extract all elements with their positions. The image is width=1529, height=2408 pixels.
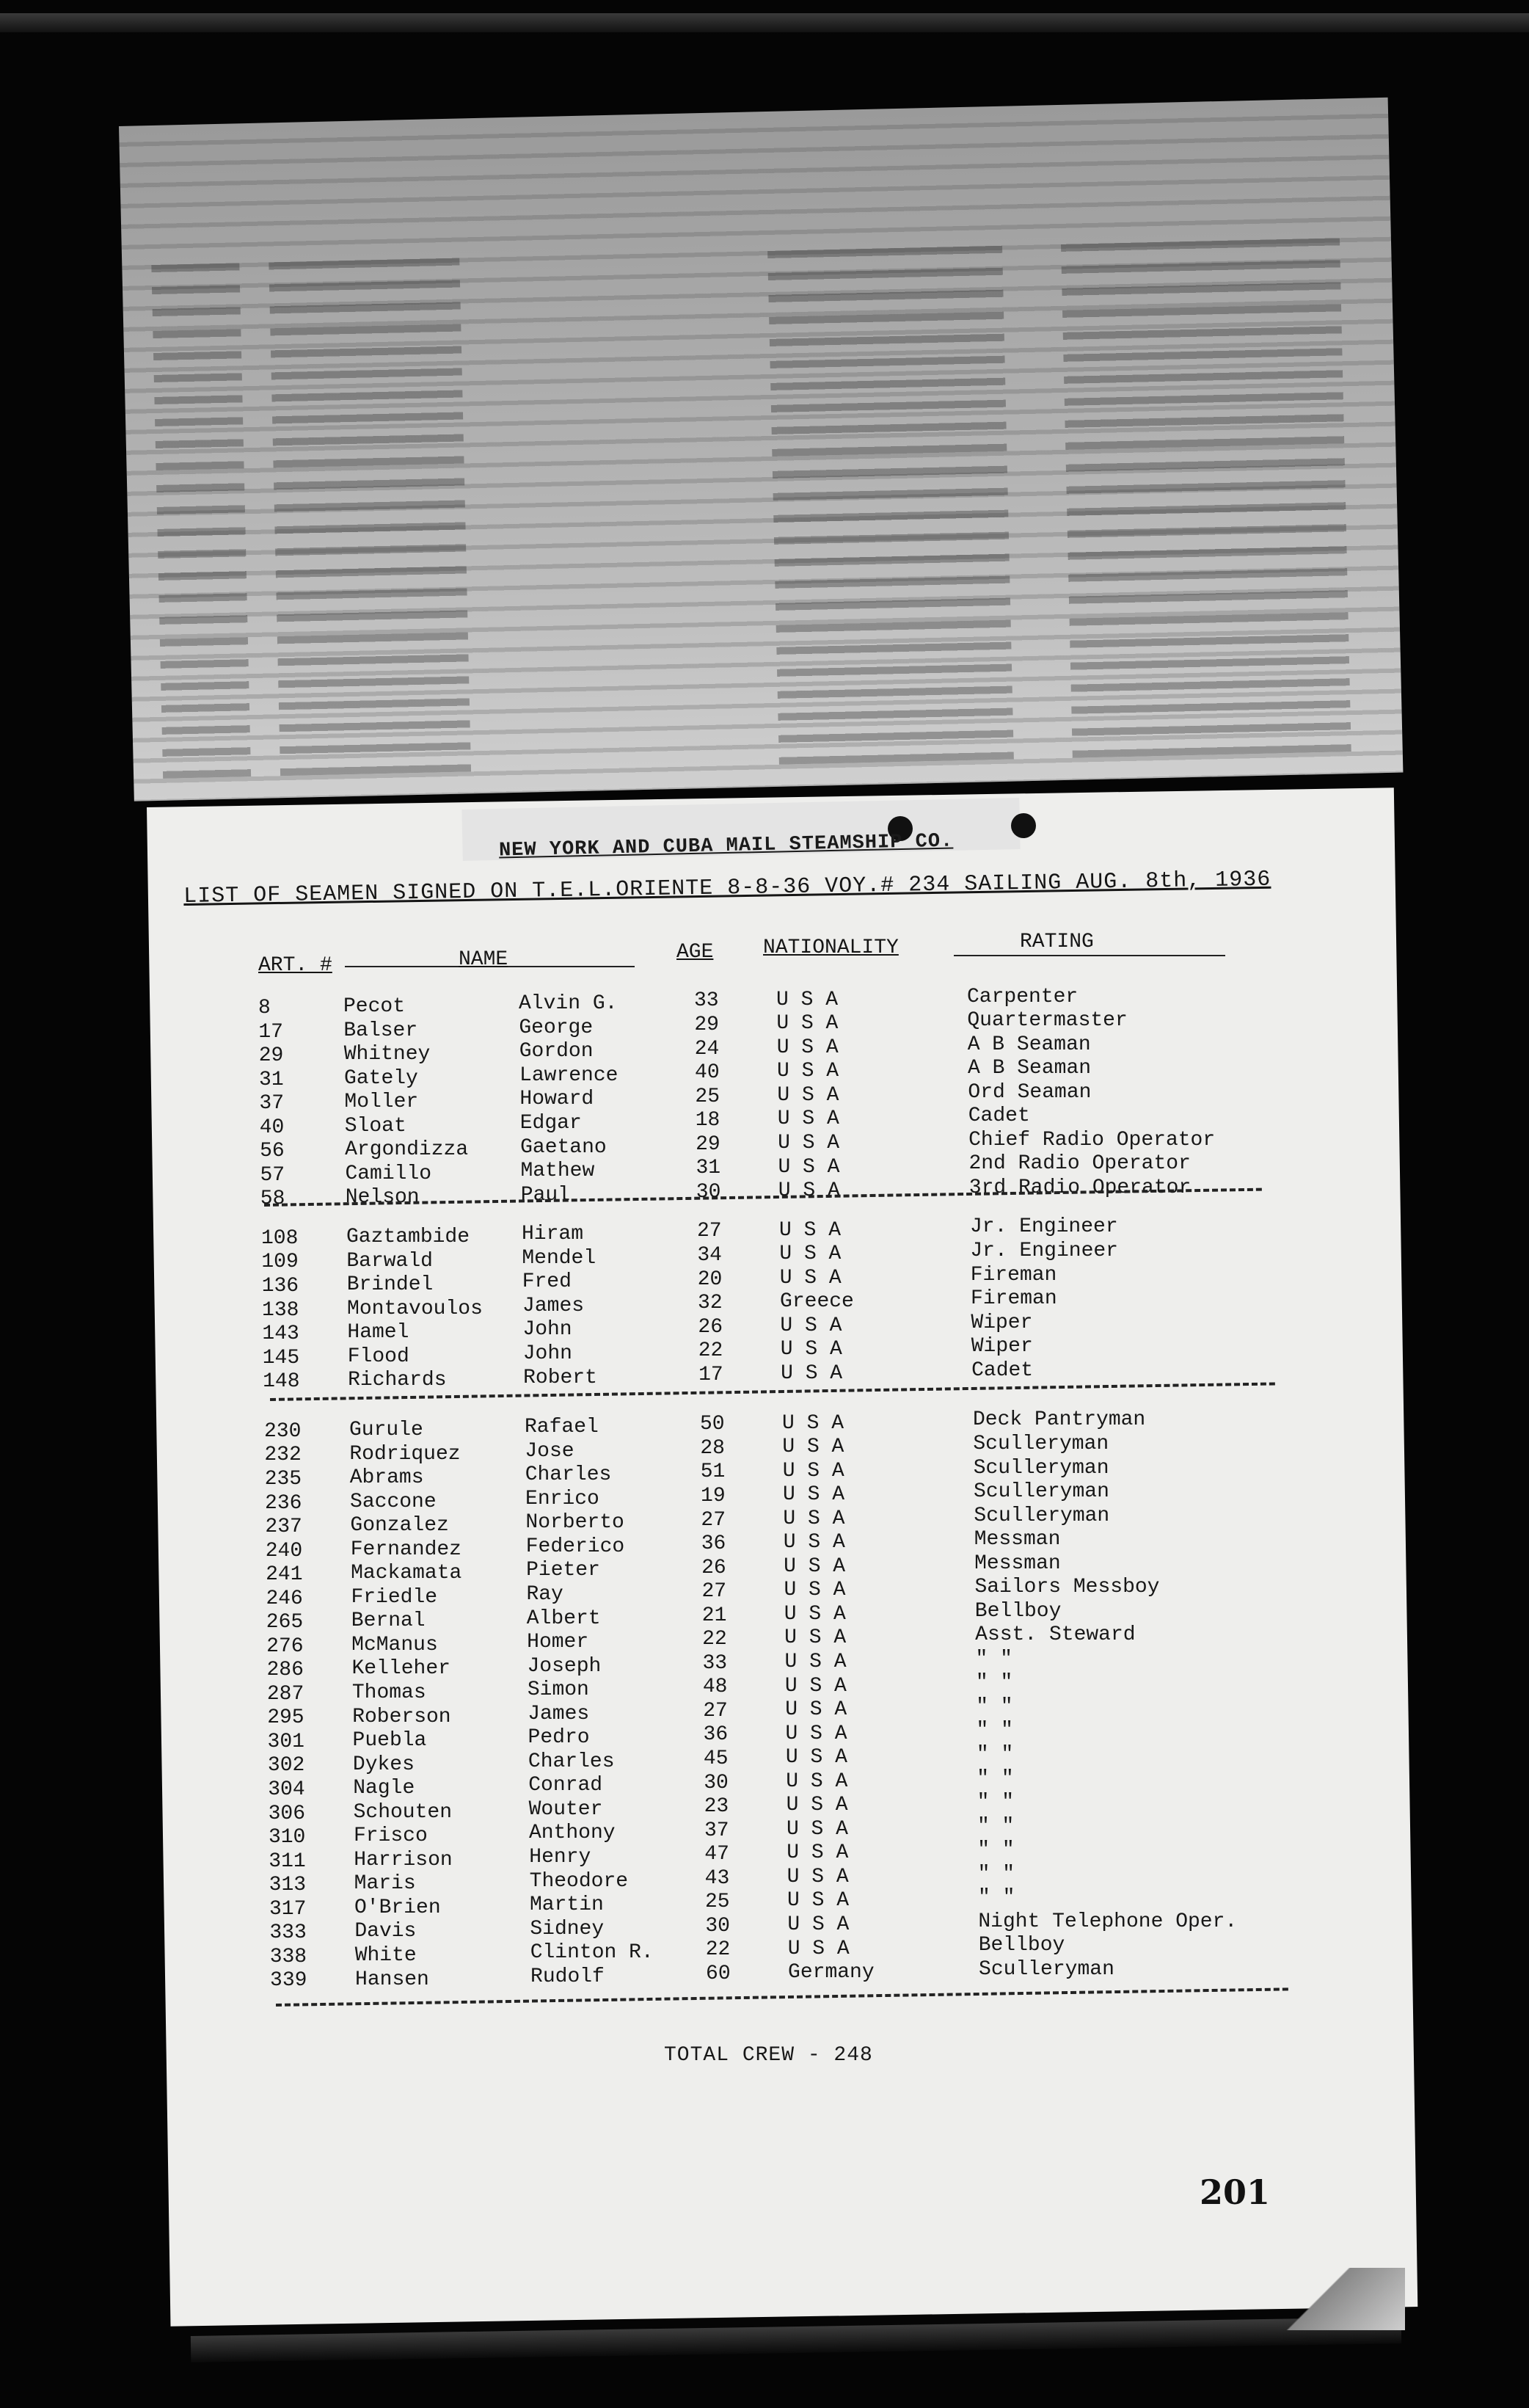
cell-surname: Flood [347, 1345, 409, 1368]
cell-given: Howard [519, 1088, 594, 1111]
cell-rating: Fireman [970, 1263, 1057, 1287]
cell-surname: White [354, 1943, 417, 1967]
cell-age: 36 [701, 1532, 726, 1556]
cell-art: 236 [265, 1491, 302, 1515]
cell-art: 265 [266, 1611, 304, 1634]
cell-nationality: U S A [777, 1107, 839, 1131]
cell-age: 48 [702, 1676, 728, 1699]
cell-nationality: U S A [779, 1218, 842, 1242]
cell-art: 109 [261, 1251, 299, 1274]
cell-age: 25 [705, 1891, 730, 1914]
cell-nationality: U S A [782, 1436, 844, 1459]
company-name: NEW YORK AND CUBA MAIL STEAMSHIP CO. [498, 830, 954, 862]
cell-rating: Asst. Steward [975, 1623, 1136, 1647]
list-title: LIST OF SEAMEN SIGNED ON T.E.L.ORIENTE 8-8-36 VOY.# 234 SAILING AUG. 8th, 1936 [183, 867, 1271, 909]
cell-surname: Mackamata [351, 1562, 462, 1585]
cell-rating: " " [977, 1791, 1015, 1814]
cell-art: 313 [269, 1874, 307, 1897]
cell-given: Henry [529, 1845, 591, 1869]
cell-art: 301 [267, 1730, 304, 1753]
cell-surname: Saccone [350, 1490, 437, 1513]
cell-art: 108 [261, 1226, 299, 1250]
cell-art: 295 [267, 1706, 304, 1730]
cell-given: Gordon [519, 1040, 594, 1063]
cell-age: 25 [695, 1085, 720, 1108]
cell-rating: " " [977, 1814, 1015, 1838]
cell-nationality: U S A [776, 1036, 839, 1059]
cell-surname: Whitney [343, 1043, 431, 1066]
cell-age: 33 [694, 989, 719, 1013]
col-header-nationality: NATIONALITY [763, 936, 899, 959]
cell-art: 237 [265, 1516, 302, 1539]
cell-rating: Carpenter [967, 985, 1079, 1008]
cell-surname: Harrison [354, 1848, 453, 1872]
cell-given: John [522, 1342, 572, 1365]
cell-surname: Maris [354, 1872, 416, 1896]
cell-rating: A B Seaman [968, 1057, 1092, 1080]
cell-nationality: U S A [785, 1722, 847, 1745]
cell-given: Pieter [526, 1559, 600, 1582]
cell-rating: Cadet [968, 1105, 1030, 1128]
cell-art: 58 [260, 1187, 285, 1211]
cell-rating: Jr. Engineer [970, 1215, 1118, 1239]
cell-age: 34 [697, 1243, 722, 1267]
cell-art: 148 [263, 1370, 300, 1394]
cell-given: Conrad [528, 1774, 603, 1797]
cell-surname: Thomas [351, 1681, 426, 1704]
col-header-rating: RATING [1020, 931, 1094, 953]
cell-nationality: Germany [788, 1961, 875, 1985]
cell-surname: O'Brien [354, 1896, 441, 1919]
cell-art: 317 [269, 1897, 307, 1921]
cell-given: Simon [527, 1678, 589, 1702]
cell-rating: Jr. Engineer [970, 1240, 1118, 1263]
cell-rating: A B Seaman [967, 1033, 1091, 1056]
cell-nationality: U S A [785, 1698, 847, 1722]
cell-nationality: U S A [778, 1131, 840, 1154]
cell-surname: Montavoulos [347, 1297, 483, 1320]
cell-given: Robert [523, 1366, 597, 1389]
cell-age: 23 [704, 1795, 729, 1819]
cell-nationality: U S A [779, 1266, 842, 1290]
cell-age: 50 [700, 1413, 725, 1436]
cell-surname: Schouten [353, 1800, 453, 1824]
cell-given: Anthony [528, 1822, 616, 1845]
col-header-art: ART. # [258, 954, 332, 977]
cell-given: Gaetano [520, 1135, 607, 1159]
cell-nationality: U S A [785, 1746, 847, 1769]
cell-nationality: U S A [781, 1361, 843, 1385]
cell-rating: Messman [974, 1552, 1061, 1575]
cell-nationality: U S A [782, 1459, 844, 1483]
cell-nationality: Greece [780, 1290, 854, 1314]
cell-rating: 3rd Radio Operator [968, 1176, 1192, 1199]
cell-nationality: U S A [787, 1865, 849, 1888]
cell-nationality: U S A [784, 1651, 847, 1674]
cell-surname: Brindel [346, 1273, 434, 1297]
cell-surname: McManus [351, 1633, 438, 1656]
cell-surname: Nagle [353, 1777, 415, 1800]
cell-given: Charles [528, 1750, 615, 1773]
cell-age: 27 [703, 1699, 728, 1723]
cell-art: 276 [266, 1634, 304, 1658]
cell-rating: Chief Radio Operator [968, 1128, 1216, 1152]
cell-age: 43 [704, 1866, 730, 1890]
cell-rating: Quartermaster [967, 1009, 1128, 1033]
cell-surname: Fernandez [350, 1538, 461, 1561]
cell-art: 232 [264, 1444, 302, 1467]
cell-surname: Nelson [345, 1186, 420, 1210]
cell-surname: Hansen [355, 1968, 429, 1991]
cell-art: 31 [259, 1068, 284, 1091]
cell-age: 37 [704, 1819, 729, 1842]
cell-rating: " " [975, 1671, 1013, 1695]
cell-rating: " " [975, 1647, 1012, 1670]
cell-given: Fred [522, 1270, 572, 1294]
cell-given: Enrico [525, 1487, 599, 1510]
cell-age: 29 [696, 1132, 720, 1156]
cell-art: 310 [268, 1826, 306, 1849]
total-crew: TOTAL CREW - 248 [664, 2044, 873, 2067]
cell-nationality: U S A [780, 1338, 842, 1361]
cell-rating: " " [977, 1767, 1014, 1790]
cell-nationality: U S A [776, 1012, 839, 1036]
cell-age: 30 [704, 1771, 729, 1794]
cell-rating: " " [977, 1862, 1015, 1885]
cell-age: 26 [698, 1315, 723, 1339]
cell-given: Paul [520, 1183, 571, 1207]
cell-rating: Night Telephone Oper. [978, 1910, 1238, 1933]
cell-art: 230 [264, 1419, 302, 1443]
cell-art: 241 [266, 1563, 303, 1587]
cell-rating: " " [978, 1886, 1015, 1910]
cell-rating: Ord Seaman [968, 1080, 1092, 1104]
cell-surname: Gaztambide [346, 1226, 470, 1249]
cell-age: 22 [705, 1938, 731, 1962]
cell-rating: Sculleryman [973, 1432, 1109, 1455]
cell-rating: Bellboy [974, 1599, 1062, 1623]
cell-age: 33 [702, 1651, 728, 1675]
cell-art: 338 [269, 1945, 307, 1968]
cell-age: 27 [701, 1508, 726, 1532]
cell-nationality: U S A [778, 1179, 840, 1203]
cell-art: 17 [258, 1020, 283, 1044]
cell-age: 28 [700, 1436, 725, 1460]
col-header-age: AGE [676, 941, 714, 964]
cell-age: 18 [695, 1109, 720, 1132]
cell-art: 235 [264, 1467, 302, 1491]
cell-age: 27 [697, 1220, 722, 1243]
cell-given: Homer [527, 1631, 589, 1654]
cell-age: 22 [702, 1628, 727, 1651]
cell-art: 240 [265, 1539, 303, 1563]
cell-rating: Sculleryman [974, 1504, 1110, 1527]
cell-given: Sidney [530, 1917, 605, 1940]
cell-surname: Rodriquez [349, 1442, 461, 1466]
cell-age: 26 [701, 1556, 726, 1579]
cell-given: Albert [526, 1607, 601, 1630]
cell-given: Rafael [525, 1416, 599, 1439]
cell-art: 29 [258, 1044, 284, 1068]
cell-surname: Roberson [352, 1705, 451, 1728]
cell-age: 51 [700, 1461, 726, 1484]
cell-art: 143 [262, 1323, 299, 1346]
cell-surname: Hamel [347, 1321, 409, 1345]
cell-given: Alvin G. [519, 992, 618, 1016]
cell-nationality: U S A [784, 1554, 846, 1578]
cell-surname: Bernal [351, 1609, 426, 1633]
cell-age: 24 [694, 1037, 720, 1061]
cell-nationality: U S A [784, 1602, 846, 1626]
cell-age: 27 [701, 1580, 727, 1604]
cell-art: 333 [269, 1921, 307, 1945]
cell-nationality: U S A [777, 1060, 839, 1083]
cell-given: Jose [525, 1439, 574, 1463]
cell-age: 29 [694, 1014, 719, 1037]
cell-nationality: U S A [784, 1579, 846, 1602]
cell-nationality: U S A [780, 1314, 842, 1337]
cell-art: 136 [261, 1275, 299, 1298]
cell-surname: Kelleher [351, 1657, 450, 1681]
cell-nationality: U S A [778, 1155, 840, 1179]
cell-nationality: U S A [787, 1841, 849, 1865]
cell-given: Clinton R. [530, 1941, 654, 1965]
cell-surname: Pecot [343, 995, 406, 1019]
cell-surname: Moller [344, 1091, 419, 1114]
cell-age: 22 [698, 1339, 723, 1363]
cell-age: 30 [696, 1180, 721, 1204]
cell-rating: Sculleryman [974, 1480, 1109, 1504]
cell-surname: Argondizza [345, 1138, 469, 1162]
cell-given: Rudolf [530, 1965, 605, 1988]
cell-nationality: U S A [787, 1913, 850, 1936]
cell-nationality: U S A [786, 1817, 848, 1841]
cell-rating: Sculleryman [973, 1456, 1109, 1480]
cell-art: 8 [258, 997, 271, 1019]
cell-given: Pedro [528, 1726, 590, 1750]
cell-age: 60 [706, 1962, 731, 1985]
cell-given: Edgar [519, 1112, 582, 1135]
cell-art: 311 [269, 1849, 306, 1873]
cell-age: 36 [703, 1723, 729, 1747]
cell-rating: " " [976, 1695, 1013, 1718]
col-header-name: NAME [459, 948, 508, 971]
cell-given: Norberto [525, 1511, 624, 1535]
cell-age: 32 [698, 1292, 723, 1315]
cell-rating: Cadet [971, 1358, 1034, 1382]
folded-corner [1251, 2268, 1405, 2330]
cell-nationality: U S A [777, 1083, 839, 1107]
cell-surname: Frisco [353, 1825, 428, 1848]
cell-art: 306 [268, 1802, 306, 1825]
cell-nationality: U S A [776, 988, 839, 1011]
cell-given: James [528, 1702, 590, 1725]
cell-art: 145 [262, 1346, 300, 1369]
cell-art: 56 [260, 1140, 285, 1163]
cell-surname: Barwald [346, 1249, 433, 1273]
cell-nationality: U S A [786, 1769, 848, 1793]
cell-given: Mathew [520, 1160, 595, 1183]
cell-given: Mendel [522, 1246, 596, 1270]
cell-rating: " " [977, 1838, 1015, 1862]
cell-surname: Gonzalez [350, 1514, 449, 1538]
cell-given: John [522, 1318, 572, 1342]
cell-nationality: U S A [783, 1531, 845, 1554]
cell-art: 138 [262, 1298, 299, 1322]
cell-surname: Abrams [349, 1466, 424, 1490]
cell-given: Wouter [528, 1797, 603, 1821]
cell-art: 304 [268, 1778, 305, 1802]
cell-rating: Sculleryman [979, 1957, 1114, 1981]
cell-rating: Wiper [971, 1335, 1033, 1358]
cell-rating: Messman [974, 1528, 1061, 1552]
cell-given: Joseph [527, 1654, 602, 1678]
cell-nationality: U S A [783, 1507, 845, 1530]
cell-age: 17 [698, 1363, 723, 1386]
cell-nationality: U S A [784, 1626, 847, 1650]
cell-rating: Sailors Messboy [974, 1576, 1160, 1599]
cell-age: 20 [697, 1267, 723, 1291]
cell-nationality: U S A [787, 1937, 850, 1960]
cell-given: Federico [525, 1535, 625, 1558]
cell-art: 287 [266, 1682, 304, 1706]
cell-art: 302 [267, 1754, 305, 1778]
cell-nationality: U S A [782, 1411, 844, 1435]
cell-surname: Dykes [352, 1753, 415, 1776]
cell-rating: Bellboy [978, 1934, 1065, 1957]
cell-art: 40 [259, 1116, 285, 1139]
cell-surname: Richards [348, 1369, 447, 1392]
cell-age: 45 [703, 1747, 729, 1770]
cell-given: Hiram [522, 1223, 584, 1246]
cell-nationality: U S A [784, 1674, 847, 1698]
cell-nationality: U S A [783, 1483, 845, 1507]
cell-age: 21 [701, 1604, 727, 1627]
page-number: 201 [1200, 2172, 1271, 2212]
cell-surname: Sloat [344, 1114, 406, 1138]
cell-age: 40 [695, 1061, 720, 1085]
cell-surname: Davis [354, 1920, 417, 1943]
cell-age: 19 [701, 1485, 726, 1507]
cell-rating: 2nd Radio Operator [968, 1152, 1191, 1176]
cell-given: James [522, 1294, 585, 1317]
cell-given: Theodore [529, 1869, 629, 1893]
cell-surname: Puebla [352, 1729, 427, 1753]
cell-age: 47 [704, 1843, 729, 1866]
cell-given: George [519, 1016, 594, 1039]
cell-art: 339 [270, 1969, 307, 1993]
cell-rating: Fireman [971, 1287, 1057, 1311]
cell-surname: Friedle [351, 1585, 438, 1609]
cell-given: Ray [526, 1583, 563, 1606]
cell-nationality: U S A [787, 1889, 850, 1913]
cell-surname: Gately [344, 1066, 418, 1090]
cell-given: Charles [525, 1463, 612, 1487]
cell-art: 246 [266, 1587, 303, 1610]
cell-surname: Gurule [349, 1419, 423, 1442]
cell-age: 30 [705, 1914, 730, 1938]
cell-surname: Balser [343, 1019, 418, 1042]
cell-rating: Deck Pantryman [973, 1408, 1146, 1432]
cell-art: 57 [260, 1163, 285, 1187]
cell-art: 286 [266, 1659, 304, 1682]
cell-rating: Wiper [971, 1311, 1033, 1334]
cell-given: Martin [530, 1894, 604, 1917]
cell-age: 31 [696, 1157, 721, 1180]
cell-surname: Camillo [345, 1162, 432, 1185]
cell-nationality: U S A [779, 1243, 842, 1266]
cell-rating: " " [976, 1743, 1014, 1767]
cell-art: 37 [259, 1092, 284, 1116]
cell-rating: " " [976, 1719, 1013, 1742]
cell-given: Lawrence [519, 1063, 618, 1087]
cell-nationality: U S A [786, 1794, 848, 1817]
